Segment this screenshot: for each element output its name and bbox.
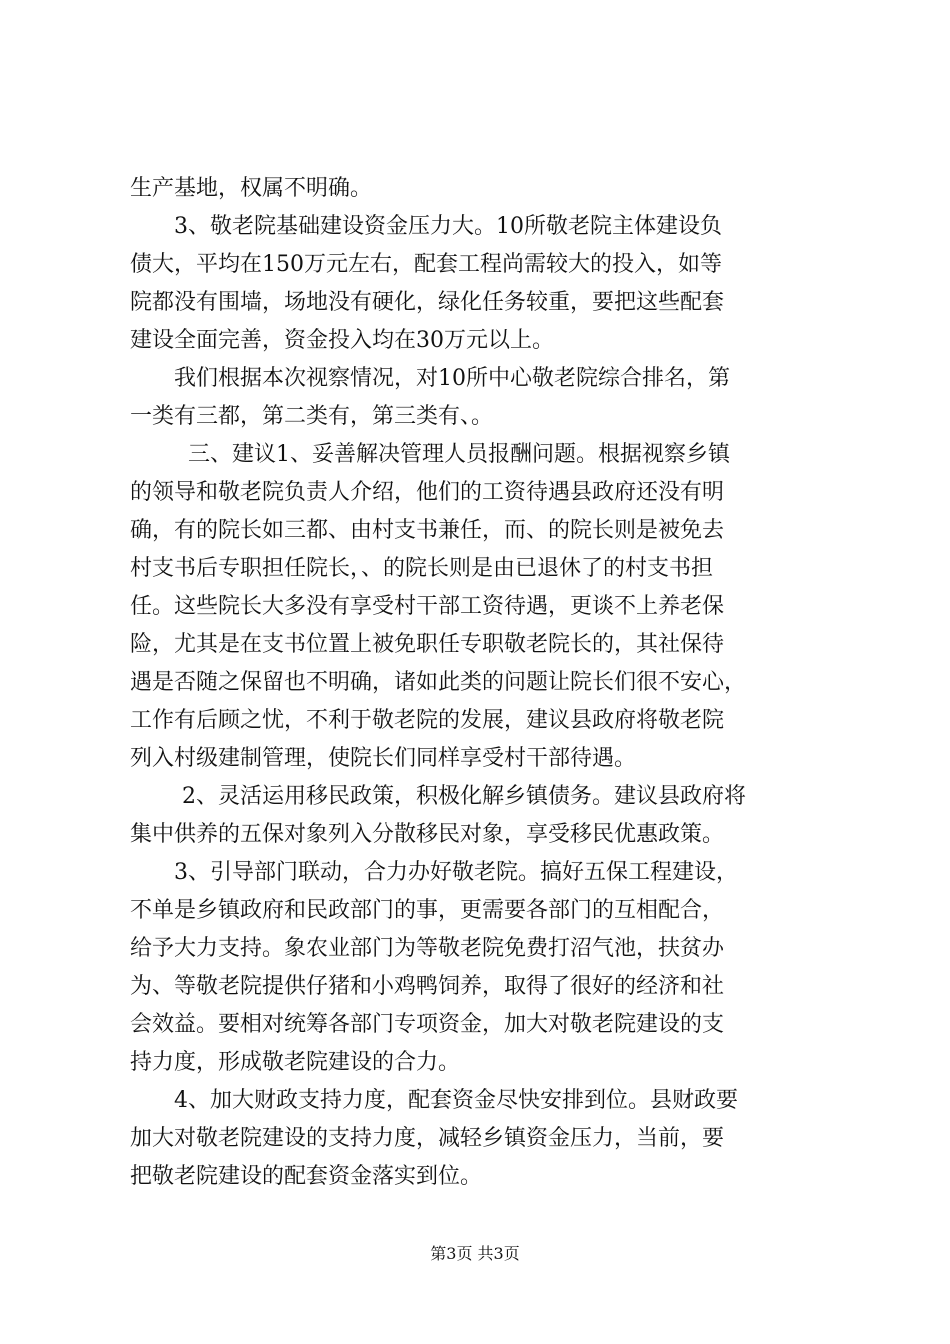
text-line: 列入村级建制管理，使院长们同样享受村干部待遇。 [130, 746, 637, 771]
text-line: 2、灵活运用移民政策，积极化解乡镇债务。建议县政府将 [182, 784, 746, 809]
text-line: 村支书后专职担任院长，、的院长则是由已退休了的村支书担 [130, 556, 714, 581]
text-line: 遇是否随之保留也不明确，诸如此类的问题让院长们很不安心， [130, 670, 747, 695]
text-line: 3、敬老院基础建设资金压力大。10所敬老院主体建设负 [174, 214, 722, 239]
text-line: 院都没有围墙，场地没有硬化，绿化任务较重，要把这些配套 [130, 290, 725, 315]
text-line: 持力度，形成敬老院建设的合力。 [130, 1050, 461, 1075]
text-line: 给予大力支持。象农业部门为等敬老院免费打沼气池，扶贫办 [130, 936, 725, 961]
text-line: 为、等敬老院提供仔猪和小鸡鸭饲养，取得了很好的经济和社 [130, 974, 725, 999]
text-line: 确，有的院长如三都、由村支书兼任，而、的院长则是被免去 [130, 518, 725, 543]
text-line: 三、建议1、妥善解决管理人员报酬问题。根据视察乡镇 [188, 442, 730, 467]
text-line: 3、引导部门联动，合力办好敬老院。搞好五保工程建设， [174, 860, 738, 885]
text-line: 建设全面完善，资金投入均在30万元以上。 [130, 328, 554, 353]
text-line: 加大对敬老院建设的支持力度，减轻乡镇资金压力，当前，要 [130, 1126, 725, 1151]
text-line: 险，尤其是在支书位置上被免职任专职敬老院长的，其社保待 [130, 632, 725, 657]
text-line: 会效益。要相对统筹各部门专项资金，加大对敬老院建设的支 [130, 1012, 725, 1037]
text-line: 的领导和敬老院负责人介绍，他们的工资待遇县政府还没有明 [130, 480, 725, 505]
text-line: 债大，平均在150万元左右，配套工程尚需较大的投入，如等 [130, 252, 722, 277]
text-line: 工作有后顾之忧，不利于敬老院的发展，建议县政府将敬老院 [130, 708, 725, 733]
page-number-footer: 第3页 共3页 [430, 1244, 520, 1263]
text-line: 4、加大财政支持力度，配套资金尽快安排到位。县财政要 [174, 1088, 738, 1113]
text-line: 我们根据本次视察情况，对10所中心敬老院综合排名，第 [174, 366, 730, 391]
text-line: 把敬老院建设的配套资金落实到位。 [130, 1164, 483, 1189]
text-line: 集中供养的五保对象列入分散移民对象，享受移民优惠政策。 [130, 822, 725, 847]
document-body [130, 170, 830, 1196]
text-line: 生产基地，权属不明确。 [130, 176, 373, 201]
text-line: 任。这些院长大多没有享受村干部工资待遇，更谈不上养老保 [130, 594, 725, 619]
text-line: 一类有三都，第二类有，第三类有、。 [130, 404, 494, 429]
text-line: 不单是乡镇政府和民政部门的事，更需要各部门的互相配合， [130, 898, 725, 923]
